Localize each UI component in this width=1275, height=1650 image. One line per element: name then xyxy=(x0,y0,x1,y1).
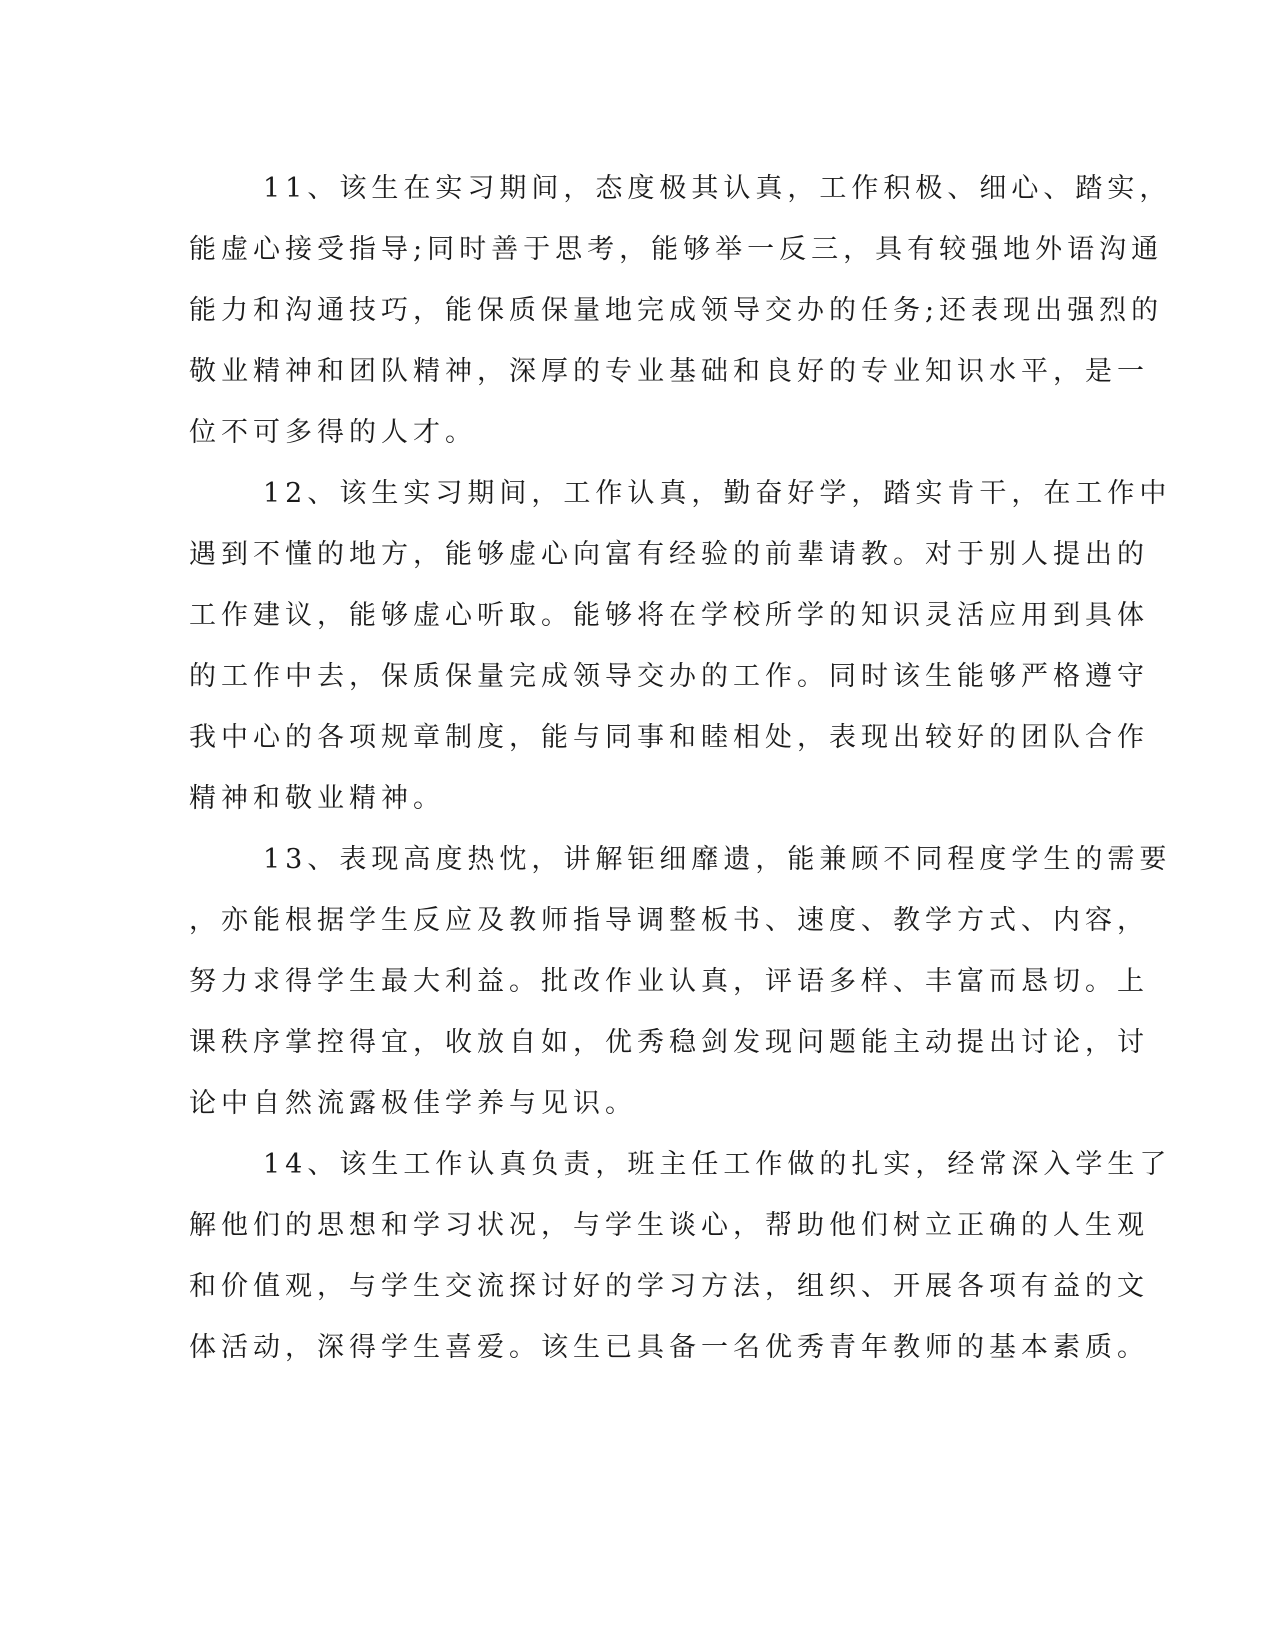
text-line: 论中自然流露极佳学养与见识。 xyxy=(189,1088,637,1119)
text-line: 努力求得学生最大利益。批改作业认真，评语多样、丰富而恳切。上 xyxy=(189,966,1149,997)
text-line: 13、表现高度热忱，讲解钜细靡遗，能兼顾不同程度学生的需要 xyxy=(263,844,1172,875)
text-line: 工作建议，能够虚心听取。能够将在学校所学的知识灵活应用到具体 xyxy=(189,600,1149,631)
text-line: 位不可多得的人才。 xyxy=(189,417,477,448)
paragraph-13 xyxy=(189,829,1172,1134)
paragraph-11 xyxy=(189,158,1172,463)
paragraph-12 xyxy=(189,463,1172,829)
text-line: ，亦能根据学生反应及教师指导调整板书、速度、教学方式、内容， xyxy=(189,905,1149,936)
text-line: 解他们的思想和学习状况，与学生谈心，帮助他们树立正确的人生观 xyxy=(189,1210,1149,1241)
text-line: 能虚心接受指导;同时善于思考，能够举一反三，具有较强地外语沟通 xyxy=(189,234,1164,265)
text-line: 敬业精神和团队精神，深厚的专业基础和良好的专业知识水平，是一 xyxy=(189,356,1149,387)
text-line: 遇到不懂的地方，能够虚心向富有经验的前辈请教。对于别人提出的 xyxy=(189,539,1149,570)
text-line: 课秩序掌控得宜，收放自如，优秀稳剑发现问题能主动提出讨论，讨 xyxy=(189,1027,1149,1058)
text-line: 能力和沟通技巧，能保质保量地完成领导交办的任务;还表现出强烈的 xyxy=(189,295,1164,326)
text-line: 的工作中去，保质保量完成领导交办的工作。同时该生能够严格遵守 xyxy=(189,661,1149,692)
text-line: 精神和敬业精神。 xyxy=(189,783,445,814)
text-line: 和价值观，与学生交流探讨好的学习方法，组织、开展各项有益的文 xyxy=(189,1271,1149,1302)
text-line: 我中心的各项规章制度，能与同事和睦相处，表现出较好的团队合作 xyxy=(189,722,1149,753)
text-line: 11、该生在实习期间，态度极其认真，工作积极、细心、踏实， xyxy=(263,173,1172,204)
text-line: 14、该生工作认真负责，班主任工作做的扎实，经常深入学生了 xyxy=(263,1149,1172,1180)
paragraph-14 xyxy=(189,1134,1172,1378)
document-body xyxy=(189,158,1172,1378)
text-line: 体活动，深得学生喜爱。该生已具备一名优秀青年教师的基本素质。 xyxy=(189,1332,1149,1363)
text-line: 12、该生实习期间，工作认真，勤奋好学，踏实肯干，在工作中 xyxy=(263,478,1172,509)
